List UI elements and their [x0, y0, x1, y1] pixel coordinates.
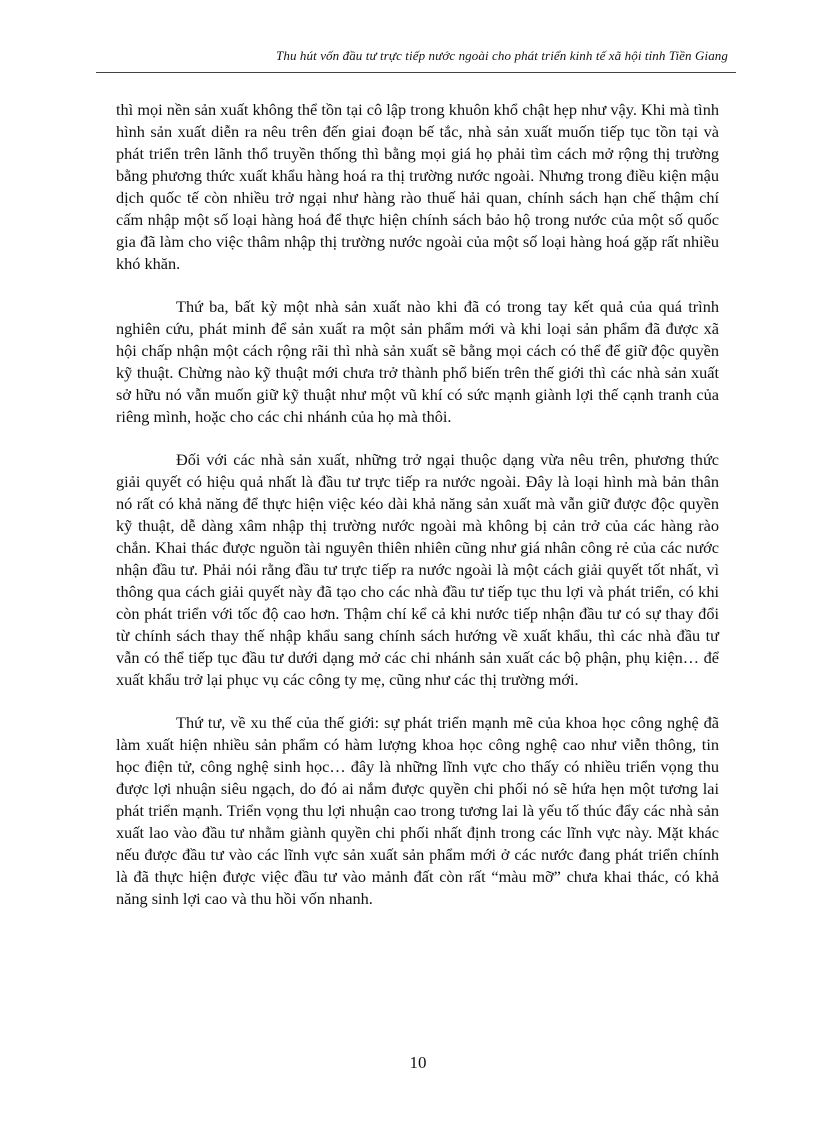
page-number: 10 — [409, 1053, 427, 1072]
paragraph-continuation: thì mọi nền sản xuất không thể tồn tại cô lập trong khuôn khổ chật hẹp như vậy. Khi mà tình hình sản xuất diễn ra nêu trên đến giai đoạn bế tắc, nhà sản xuất muốn tiếp tục tồn tại và phát triển trên lãnh thổ truyền thống thì bằng mọi giá họ phải tìm cách mở rộng thị trường bằng phương thức xuất khẩu hàng hoá ra thị trường nước ngoài. Nhưng trong điều kiện mậu dịch quốc tế còn nhiều trở ngại như hàng rào thuế hải quan, chính sách hạn chế thậm chí cấm nhập một số loại hàng hoá để thực hiện chính sách bảo hộ trong nước của một số quốc gia đã làm cho việc thâm nhập thị trường nước ngoài của một số loại hàng hoá gặp rất nhiều khó khăn. — [116, 100, 719, 273]
paragraph-thu-tu: Thứ tư, về xu thế của thế giới: sự phát triển mạnh mẽ của khoa học công nghệ đã làm xuất hiện nhiều sản phẩm có hàm lượng khoa học công nghệ cao như viễn thông, tin học điện tử, công nghệ sinh học… đây là những lĩnh vực cho thấy có nhiều triển vọng thu được lợi nhuận siêu ngạch, do đó ai nắm được quyền chi phối nó sẽ hứa hẹn một tương lai phát triển mạnh. Triển vọng thu lợi nhuận cao trong tương lai là yếu tố thúc đẩy các nhà sản xuất lao vào đầu tư nhằm giành quyền chi phối nhất định trong các lĩnh vực này. Mặt khác nếu được đầu tư vào các lĩnh vực sản xuất sản phẩm mới ở các nước đang phát triển chính là đã thực hiện được việc đầu tư vào mảnh đất còn rất “màu mỡ” chưa khai thác, có khả năng sinh lợi cao và thu hồi vốn nhanh. — [116, 713, 719, 908]
paragraph-doi-voi: Đối với các nhà sản xuất, những trở ngại thuộc dạng vừa nêu trên, phương thức giải quyết có hiệu quả nhất là đầu tư trực tiếp ra nước ngoài. Đây là loại hình mà bản thân nó rất có khả năng để thực hiện việc kéo dài khả năng sản xuất mà vẫn giữ được độc quyền kỹ thuật, dễ dàng xâm nhập thị trường nước ngoài mà không bị cản trở của các hàng rào chắn. Khai thác được nguồn tài nguyên thiên nhiên cũng như giá nhân công rẻ của các nước nhận đầu tư. Phải nói rằng đầu tư trực tiếp ra nước ngoài là một cách giải quyết tốt nhất, vì thông qua cách giải quyết này đã tạo cho các nhà đầu tư tiếp tục thu lợi và phát triển, có khi còn phát triển với tốc độ cao hơn. Thậm chí kể cả khi nước tiếp nhận đầu tư có sự thay đổi từ chính sách thay thế nhập khẩu sang chính sách hướng về xuất khẩu, thì các nhà đầu tư vẫn có thể tiếp tục đầu tư dưới dạng mở các chi nhánh sản xuất các bộ phận, phụ kiện… để xuất khẩu trở lại phục vụ các công ty mẹ, cũng như các thị trường mới. — [116, 450, 719, 689]
paragraph-thu-ba: Thứ ba, bất kỳ một nhà sản xuất nào khi đã có trong tay kết quả của quá trình nghiên cứu, phát minh để sản xuất ra một sản phẩm mới và khi loại sản phẩm đã được xã hội chấp nhận một cách rộng rãi thì nhà sản xuất sẽ bằng mọi cách có thể để giữ độc quyền kỹ thuật. Chừng nào kỹ thuật mới chưa trở thành phổ biến trên thế giới thì các nhà sản xuất sở hữu nó vẫn muốn giữ kỹ thuật như một vũ khí có sức mạnh giành lợi thế cạnh tranh của riêng mình, hoặc cho các chi nhánh của họ mà thôi. — [116, 297, 719, 426]
header-divider — [96, 72, 736, 73]
running-header: Thu hút vốn đầu tư trực tiếp nước ngoài cho phát triển kinh tế xã hội tỉnh Tiền Giang — [276, 48, 728, 63]
document-body — [116, 99, 719, 931]
